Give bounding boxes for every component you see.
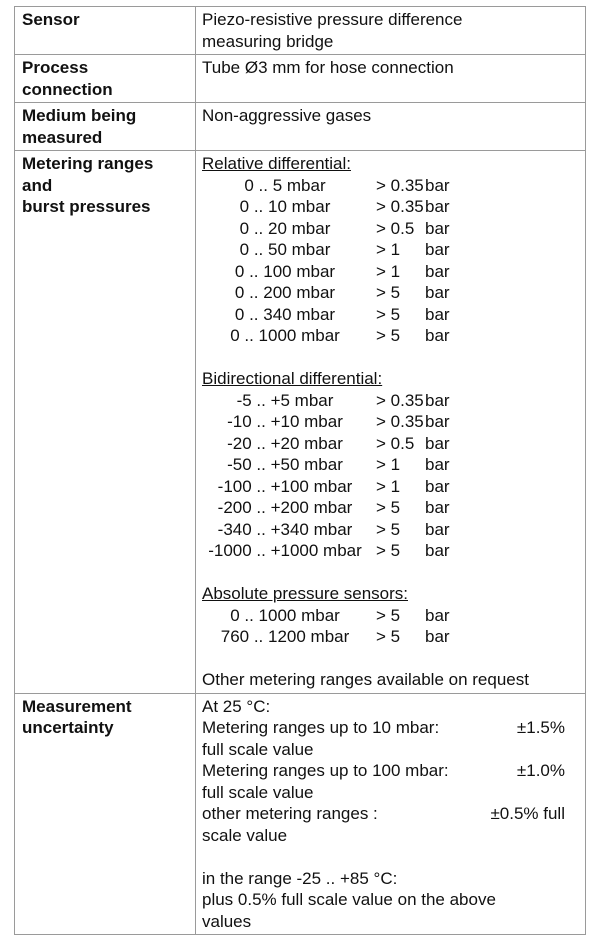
- table-row: [15, 55, 586, 103]
- burst-pressure: > 5: [376, 627, 401, 646]
- uncertainty-line-tail: full scale value: [202, 739, 314, 759]
- absolute-heading: Absolute pressure sensors:: [202, 584, 408, 603]
- burst-pressure: > 0.35: [376, 412, 424, 431]
- burst-pressure: > 5: [376, 519, 401, 539]
- uncertainty-line-left: Metering ranges up to 10 mbar:: [202, 718, 440, 737]
- row-label-metering-ranges: Metering ranges and burst pressures: [15, 151, 196, 694]
- burst-pressure: > 1: [376, 455, 401, 474]
- burst-pressure: > 1: [376, 261, 401, 281]
- range-value: 0 .. 50 mbar: [239, 240, 331, 259]
- range-value: -20 .. +20 mbar: [227, 433, 343, 453]
- row-label-medium: Medium being measured: [15, 103, 196, 151]
- row-value-medium: Non-aggressive gases: [196, 103, 586, 151]
- other-ranges-note: Other metering ranges available on request: [202, 670, 529, 689]
- burst-unit: bar: [425, 519, 450, 539]
- burst-pressure: > 5: [376, 326, 401, 345]
- burst-unit: bar: [425, 390, 450, 410]
- absolute-ranges-list: [202, 605, 579, 648]
- range-value: 0 .. 10 mbar: [239, 197, 331, 216]
- range-value: 0 .. 5 mbar: [244, 175, 326, 195]
- table-row: [15, 693, 586, 935]
- burst-unit: bar: [425, 605, 450, 625]
- burst-unit: bar: [425, 627, 450, 646]
- row-value-metering-ranges: [196, 151, 586, 694]
- burst-unit: bar: [425, 175, 450, 195]
- range-value: 0 .. 1000 mbar: [230, 326, 340, 345]
- range-value: 760 .. 1200 mbar: [220, 627, 350, 646]
- table-row: [15, 103, 586, 151]
- uncertainty-line-tail: scale value: [202, 825, 288, 845]
- table-row: [15, 151, 586, 694]
- burst-unit: bar: [425, 283, 450, 302]
- burst-unit: bar: [425, 498, 450, 517]
- uncertainty-line-value: ±1.5%: [516, 718, 565, 737]
- range-value: 0 .. 340 mbar: [234, 304, 336, 324]
- relative-ranges-list: [202, 175, 579, 347]
- burst-pressure: > 0.35: [376, 390, 424, 410]
- burst-unit: bar: [425, 261, 450, 281]
- burst-unit: bar: [425, 412, 450, 431]
- row-label-sensor: Sensor: [15, 7, 196, 55]
- range-value: -5 .. +5 mbar: [236, 390, 334, 410]
- burst-pressure: > 0.35: [376, 175, 424, 195]
- row-label-process-connection: Process connection: [15, 55, 196, 103]
- burst-pressure: > 0.5: [376, 433, 415, 453]
- burst-unit: bar: [425, 455, 450, 474]
- uncertainty-temperature: At 25 °C:: [202, 696, 271, 716]
- row-value-uncertainty: [196, 693, 586, 935]
- burst-pressure: > 1: [376, 476, 401, 496]
- table-row: [15, 7, 586, 55]
- uncertainty-line-value: ±1.0%: [516, 761, 565, 780]
- row-label-uncertainty: Measurement uncertainty: [15, 693, 196, 935]
- burst-pressure: > 5: [376, 304, 401, 324]
- uncertainty-range-note: in the range -25 .. +85 °C: plus 0.5% full scale value on the above values: [202, 868, 496, 931]
- range-value: -100 .. +100 mbar: [217, 476, 353, 496]
- burst-unit: bar: [425, 541, 450, 560]
- burst-pressure: > 5: [376, 605, 401, 625]
- burst-unit: bar: [425, 218, 450, 238]
- burst-unit: bar: [425, 197, 450, 216]
- spec-table: [14, 6, 586, 935]
- burst-pressure: > 5: [376, 283, 401, 302]
- burst-unit: bar: [425, 240, 450, 259]
- range-value: -200 .. +200 mbar: [217, 498, 353, 517]
- range-value: 0 .. 100 mbar: [234, 261, 336, 281]
- uncertainty-line-value: ±0.5% full: [490, 804, 565, 823]
- burst-unit: bar: [425, 304, 450, 324]
- range-value: 0 .. 1000 mbar: [230, 605, 340, 625]
- burst-unit: bar: [425, 476, 450, 496]
- row-value-process-connection: Tube Ø3 mm for hose connection: [196, 55, 586, 103]
- burst-pressure: > 5: [376, 498, 401, 517]
- range-value: -10 .. +10 mbar: [227, 412, 343, 431]
- bidirectional-heading: Bidirectional differential:: [202, 369, 383, 388]
- range-value: 0 .. 200 mbar: [234, 283, 336, 302]
- burst-pressure: > 1: [376, 240, 401, 259]
- range-value: -340 .. +340 mbar: [217, 519, 353, 539]
- burst-unit: bar: [425, 433, 450, 453]
- range-value: -1000 .. +1000 mbar: [208, 541, 362, 560]
- relative-heading: Relative differential:: [202, 154, 351, 173]
- row-value-sensor: Piezo-resistive pressure difference measuring bridge: [196, 7, 586, 55]
- burst-pressure: > 0.5: [376, 218, 415, 238]
- range-value: -50 .. +50 mbar: [227, 455, 343, 474]
- burst-pressure: > 5: [376, 541, 401, 560]
- bidirectional-ranges-list: [202, 390, 579, 562]
- uncertainty-line-tail: full scale value: [202, 782, 314, 802]
- uncertainty-line-left: Metering ranges up to 100 mbar:: [202, 761, 449, 780]
- burst-pressure: > 0.35: [376, 197, 424, 216]
- burst-unit: bar: [425, 326, 450, 345]
- uncertainty-line-left: other metering ranges :: [202, 804, 378, 823]
- range-value: 0 .. 20 mbar: [239, 218, 331, 238]
